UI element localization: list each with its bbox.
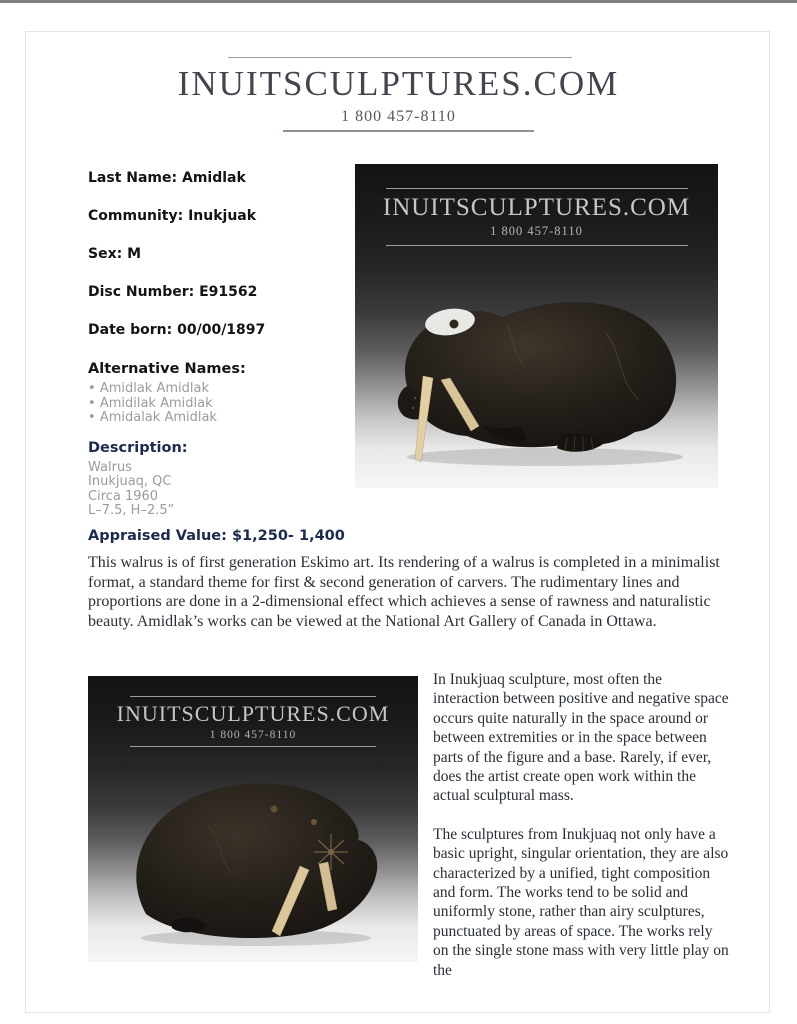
page-top-strip: [0, 0, 797, 3]
alt-name-item: • Amidalak Amidlak: [88, 411, 350, 426]
watermark-rule-bottom: [130, 746, 376, 747]
appraised-value: Appraised Value: $1,250- 1,400: [88, 528, 345, 544]
header-rule-top: [228, 57, 572, 58]
watermark-brand-text: INUITSCULPTURES.COM: [116, 701, 390, 726]
paragraph-positive-negative-space: In Inukjuaq sculpture, most often the interaction between positive and negative space occurs quite naturally in the space around or between extremities or in the space between parts of the figure and a base. Rarely, if ever, does the artist create open work within the actual sculptural mass.: [433, 671, 729, 805]
alt-name-item: • Amidlak Amidlak: [88, 382, 350, 397]
description-heading: Description:: [88, 439, 188, 456]
field-community: Community: Inukjuak: [88, 208, 257, 224]
watermark-brand-text: INUITSCULPTURES.COM: [382, 194, 691, 221]
product-photo-walrus-side: [355, 164, 718, 488]
field-date-born: Date born: 00/00/1897: [88, 322, 266, 338]
description-line: L–7.5, H–2.5”: [88, 503, 175, 518]
photo-watermark: [355, 164, 718, 246]
watermark-rule-top: [386, 188, 688, 189]
alt-name-item: • Amidilak Amidlak: [88, 397, 350, 412]
field-last-name: Last Name: Amidlak: [88, 170, 246, 186]
photo-watermark: [88, 676, 418, 747]
paragraph-artwork-summary: This walrus is of first generation Eskimo art. Its rendering of a walrus is completed in a minimalist format, a standard theme for first & second generation of carvers. The rudimentary lines and proportions are done in a 2-dimensional effect which achieves a sense of rawness and naturalistic beauty. Amidlak’s works can be viewed at the National Art Gallery of Canada in Ottawa.: [88, 554, 720, 630]
description-line: Inukjuaq, QC: [88, 474, 172, 489]
header-rule-bottom: [283, 130, 534, 132]
watermark-rule-bottom: [386, 245, 688, 246]
site-logo-text: INUITSCULPTURES.COM: [177, 64, 620, 103]
watermark-phone-text: 1 800 457-8110: [490, 224, 583, 238]
alternative-names-heading: Alternative Names:: [88, 361, 246, 377]
description-line: Walrus: [88, 459, 132, 475]
section-inukjuaq-style: [88, 670, 730, 980]
field-disc-number: Disc Number: E91562: [88, 284, 258, 300]
watermark-phone-text: 1 800 457-8110: [209, 729, 297, 741]
watermark-rule-top: [130, 696, 376, 697]
product-photo-walrus-rear: [88, 676, 418, 962]
field-sex: Sex: M: [88, 246, 142, 262]
artist-details: [88, 170, 350, 519]
site-phone-number: 1 800 457-8110: [341, 108, 456, 125]
paragraph-sculpture-form: The sculptures from Inukjuaq not only have a basic upright, singular orientation, they are also characterized by a unified, tight composition and form. The works tend to be solid and uniformly stone, rather than airy sculptures, punctuated by areas of space. The works rely on the single stone mass with very little play on the: [433, 825, 729, 979]
description-line: Circa 1960: [88, 488, 159, 504]
